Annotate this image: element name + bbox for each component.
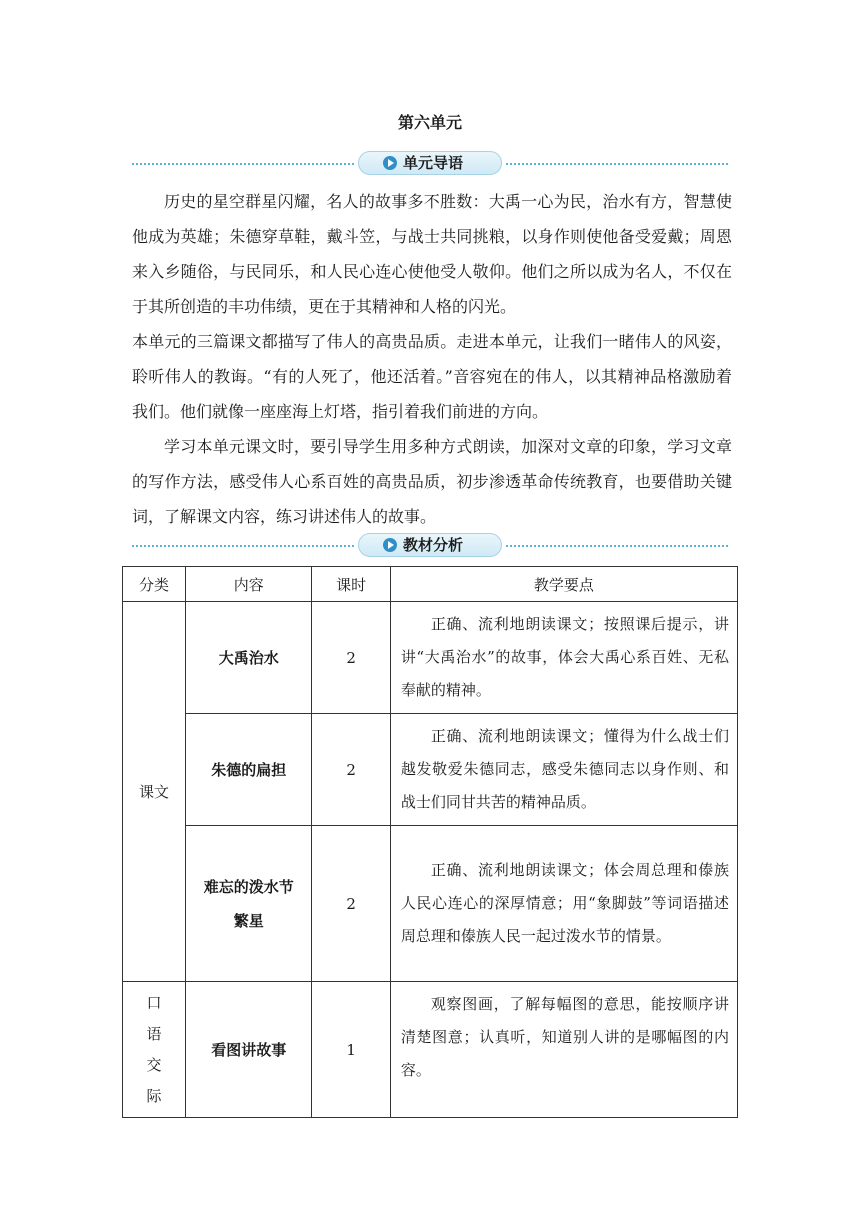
lesson-title: 朱德的扁担 — [186, 714, 312, 826]
header-category: 分类 — [123, 567, 186, 602]
category-cell: 课文 — [123, 602, 186, 982]
category-char: 交 — [146, 1055, 162, 1074]
lesson-hours: 2 — [312, 714, 390, 826]
lesson-hours: 2 — [312, 602, 390, 714]
table-row — [123, 602, 738, 714]
points-text: 正确、流利地朗读课文；懂得为什么战士们越发敬爱朱德同志，感受朱德同志以身作则、和战士们同甘共苦的精神品质。 — [400, 727, 729, 811]
section-title: 教材分析 — [403, 536, 464, 554]
intro-paragraph: 学习本单元课文时，要引导学生用多种方式朗读，加深对文章的印象，学习文章的写作方法，感受伟人心系百姓的高贵品质，初步渗透革命传统教育，也要借助关键词，了解课文内容，练习讲述伟人的故事。 — [132, 437, 732, 526]
lesson-hours: 2 — [312, 826, 390, 982]
points-text: 观察图画，了解每幅图的意思，能按顺序讲清楚图意；认真听，知道别人讲的是哪幅图的内容。 — [400, 995, 729, 1079]
arrow-right-icon — [383, 156, 397, 170]
analysis-section-header — [132, 533, 728, 559]
header-hours: 课时 — [312, 567, 390, 602]
table-row — [123, 982, 738, 1118]
table-row — [123, 826, 738, 982]
intro-paragraph: 历史的星空群星闪耀，名人的故事多不胜数：大禹一心为民，治水有方，智慧使他成为英雄；朱德穿草鞋，戴斗笠，与战士共同挑粮，以身作则使他备受爱戴；周恩来入乡随俗，与民同乐，和人民心连心使他受人敬仰。他们之所以成为名人，不仅在于其所创造的丰功伟绩，更在于其精神和人格的闪光。 — [132, 192, 732, 316]
header-points: 教学要点 — [390, 567, 737, 602]
header-content: 内容 — [186, 567, 312, 602]
table-row — [123, 714, 738, 826]
points-text: 正确、流利地朗读课文；体会周总理和傣族人民心连心的深厚情意；用“象脚鼓”等词语描述周总理和傣族人民一起过泼水节的情景。 — [400, 861, 729, 945]
divider — [506, 163, 728, 165]
points-text: 正确、流利地朗读课文；按照课后提示，讲讲“大禹治水”的故事，体会大禹心系百姓、无私奉献的精神。 — [400, 615, 729, 699]
lesson-title: 大禹治水 — [186, 602, 312, 714]
divider — [132, 163, 354, 165]
unit-intro — [132, 184, 732, 534]
lesson-title: 看图讲故事 — [186, 982, 312, 1118]
arrow-right-icon — [383, 538, 397, 552]
intro-section-header — [132, 151, 728, 177]
lesson-title — [186, 826, 312, 982]
category-char: 际 — [146, 1086, 162, 1105]
lesson-points — [390, 714, 737, 826]
divider — [506, 545, 728, 547]
category-char: 语 — [146, 1024, 162, 1043]
lesson-hours: 1 — [312, 982, 390, 1118]
unit-title: 第六单元 — [397, 113, 462, 132]
lesson-title-line: 难忘的泼水节 — [203, 877, 294, 896]
section-pill — [358, 151, 502, 175]
category-cell — [123, 982, 186, 1118]
lesson-points — [390, 982, 737, 1118]
analysis-table — [122, 566, 738, 1118]
lesson-points — [390, 826, 737, 982]
lesson-points — [390, 602, 737, 714]
section-title: 单元导语 — [403, 154, 464, 172]
intro-paragraph: 本单元的三篇课文都描写了伟人的高贵品质。走进本单元，让我们一睹伟人的风姿，聆听伟人的教诲。“有的人死了，他还活着。”音容宛在的伟人，以其精神品格激励着我们。他们就像一座座海上灯塔，指引着我们前进的方向。 — [132, 332, 732, 421]
lesson-title-line: 繁星 — [233, 911, 264, 930]
divider — [132, 545, 354, 547]
section-pill — [358, 533, 502, 557]
table-header-row — [123, 567, 738, 602]
category-char: 口 — [146, 993, 162, 1012]
